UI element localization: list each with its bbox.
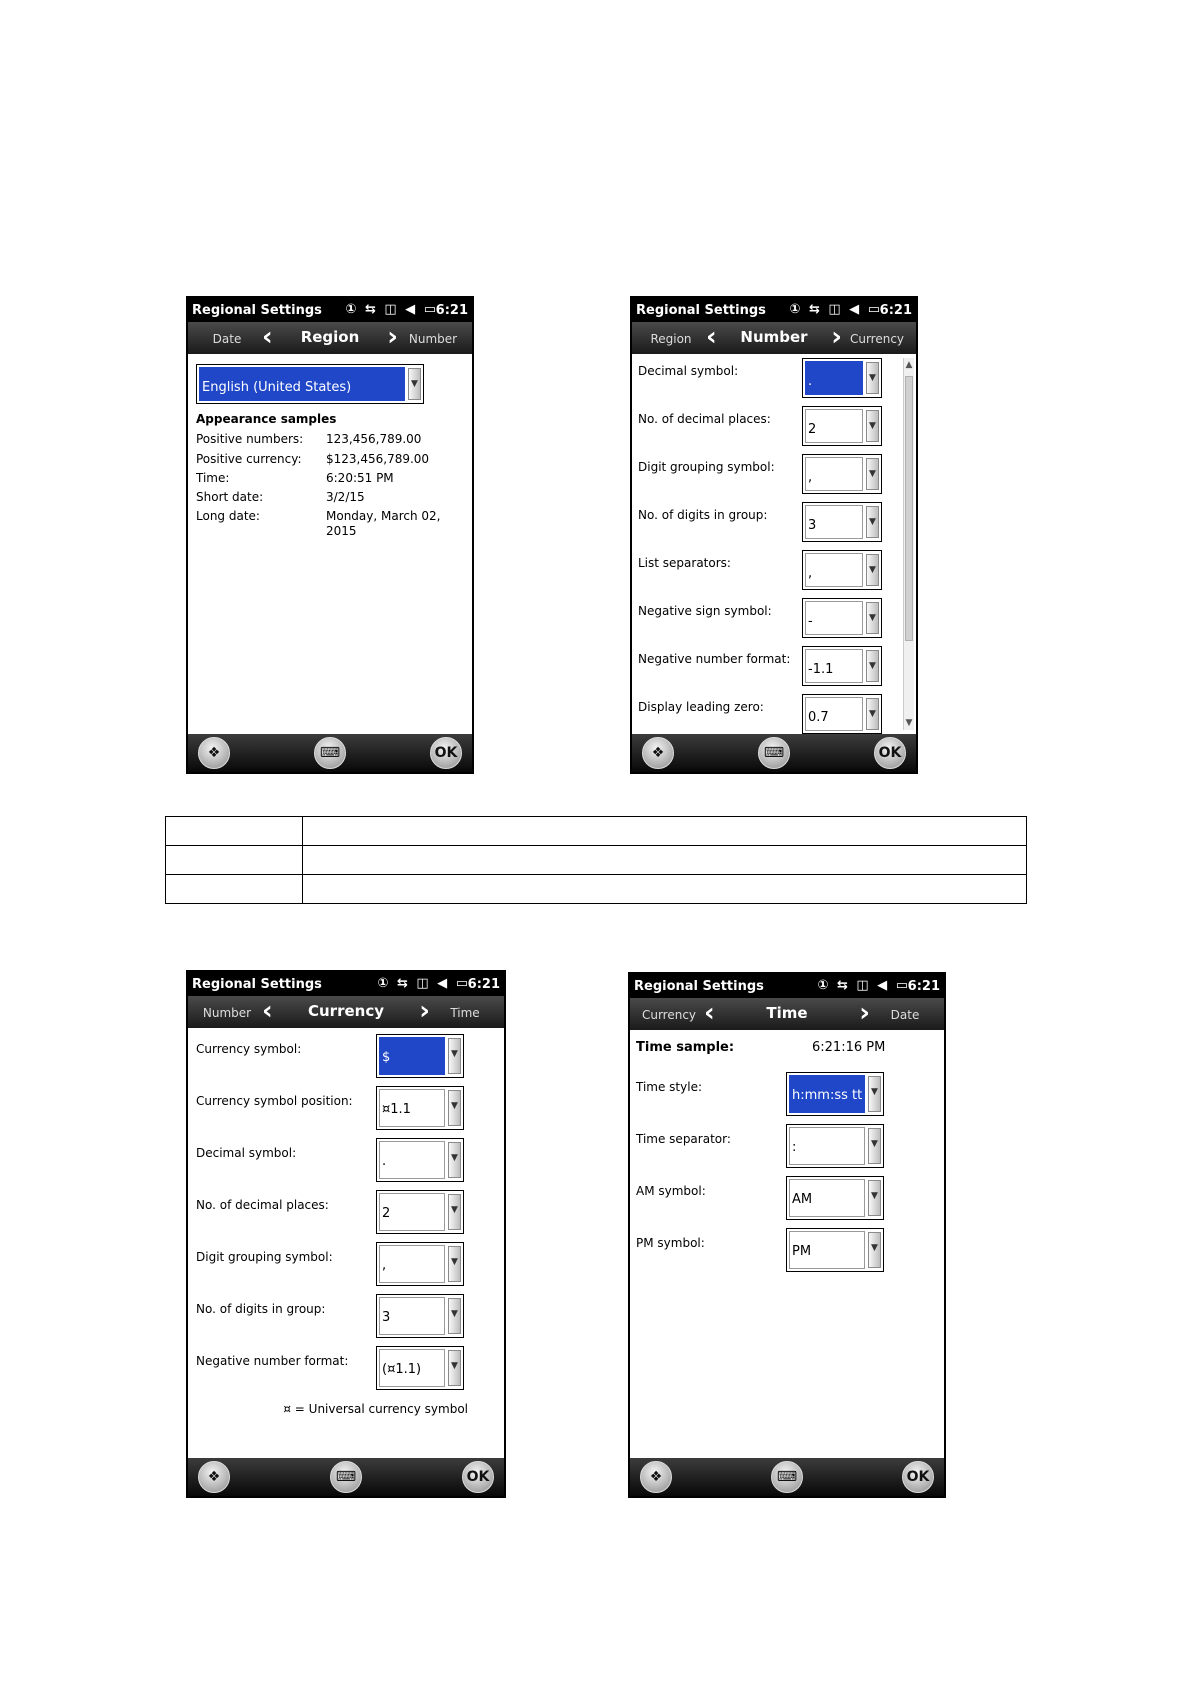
number-screen bbox=[630, 296, 918, 774]
ok-button[interactable]: OK bbox=[430, 737, 462, 769]
number-content bbox=[632, 354, 916, 734]
current-tab: Currency bbox=[307, 1002, 384, 1020]
field-dropdown[interactable] bbox=[786, 1124, 884, 1168]
field-value: 0.7 bbox=[805, 697, 863, 731]
time-sample-value: 6:21:16 PM bbox=[812, 1040, 886, 1055]
dropdown-arrow-icon: ▼ bbox=[866, 458, 879, 490]
start-icon[interactable]: ❖ bbox=[198, 1461, 230, 1493]
bottom-bar bbox=[188, 1458, 504, 1496]
window-title: Regional Settings bbox=[636, 303, 766, 318]
prev-tab[interactable]: Date bbox=[212, 332, 242, 346]
clock: 6:21 bbox=[907, 979, 940, 994]
field-dropdown[interactable] bbox=[786, 1176, 884, 1220]
chevron-left-icon[interactable]: ‹ bbox=[262, 996, 273, 1026]
current-tab: Number bbox=[740, 328, 808, 346]
field-value: 2 bbox=[805, 409, 863, 443]
current-tab: Region bbox=[300, 328, 360, 346]
field-dropdown[interactable] bbox=[802, 550, 882, 590]
chevron-right-icon[interactable]: › bbox=[419, 996, 430, 1026]
currency-screen bbox=[186, 970, 506, 1498]
ok-button[interactable]: OK bbox=[462, 1461, 494, 1493]
next-tab[interactable]: Time bbox=[450, 1006, 480, 1020]
table-cell bbox=[166, 817, 303, 846]
field-dropdown[interactable] bbox=[802, 598, 882, 638]
field-value: 3 bbox=[805, 505, 863, 539]
field-value: ¤1.1 bbox=[379, 1089, 445, 1127]
keyboard-icon[interactable]: ⌨ bbox=[771, 1461, 803, 1493]
field-value: $ bbox=[379, 1037, 445, 1075]
table-row bbox=[166, 817, 1027, 846]
time-content bbox=[630, 1030, 944, 1458]
title-bar bbox=[632, 298, 916, 322]
keyboard-icon[interactable]: ⌨ bbox=[758, 737, 790, 769]
field-label: Time separator: bbox=[636, 1132, 731, 1146]
dropdown-arrow-icon: ▼ bbox=[448, 1142, 461, 1178]
field-dropdown[interactable] bbox=[802, 406, 882, 446]
start-icon[interactable]: ❖ bbox=[642, 737, 674, 769]
field-label: No. of decimal places: bbox=[638, 412, 771, 426]
vertical-scrollbar[interactable] bbox=[903, 358, 914, 730]
prev-tab[interactable]: Number bbox=[202, 1006, 252, 1020]
field-label: Currency symbol: bbox=[196, 1042, 302, 1056]
status-icons: ① ⇆ ◫ ◀ ▭ bbox=[345, 302, 438, 317]
field-dropdown[interactable] bbox=[376, 1086, 464, 1130]
current-tab: Time bbox=[766, 1004, 808, 1022]
status-icons: ① ⇆ ◫ ◀ ▭ bbox=[817, 978, 910, 993]
bottom-bar bbox=[188, 734, 472, 772]
field-dropdown[interactable] bbox=[802, 694, 882, 734]
field-label: No. of digits in group: bbox=[196, 1302, 326, 1316]
dropdown-arrow-icon: ▼ bbox=[448, 1246, 461, 1282]
field-dropdown[interactable] bbox=[376, 1138, 464, 1182]
dropdown-arrow-icon: ▼ bbox=[866, 602, 879, 634]
title-bar bbox=[188, 972, 504, 996]
field-label: No. of digits in group: bbox=[638, 508, 768, 522]
dropdown-arrow-icon: ▼ bbox=[868, 1076, 881, 1112]
bottom-bar bbox=[630, 1458, 944, 1496]
sample-label: Time: bbox=[196, 471, 230, 485]
scroll-down-icon[interactable]: ▼ bbox=[905, 718, 913, 728]
field-label: Negative number format: bbox=[196, 1354, 349, 1368]
region-screen bbox=[186, 296, 474, 774]
field-value: , bbox=[805, 457, 863, 491]
sample-value-line2: 2015 bbox=[326, 524, 357, 538]
field-label: Display leading zero: bbox=[638, 700, 764, 714]
table-cell bbox=[303, 817, 1027, 846]
field-dropdown[interactable] bbox=[376, 1034, 464, 1078]
field-dropdown[interactable] bbox=[802, 646, 882, 686]
chevron-right-icon[interactable]: › bbox=[859, 998, 870, 1028]
dropdown-arrow-icon: ▼ bbox=[408, 368, 421, 400]
next-tab[interactable]: Date bbox=[890, 1008, 920, 1022]
chevron-left-icon[interactable]: ‹ bbox=[262, 322, 273, 352]
field-value: . bbox=[379, 1141, 445, 1179]
field-label: Digit grouping symbol: bbox=[638, 460, 775, 474]
sample-value: $123,456,789.00 bbox=[326, 452, 430, 466]
keyboard-icon[interactable]: ⌨ bbox=[330, 1461, 362, 1493]
title-bar bbox=[188, 298, 472, 322]
field-value: h:mm:ss tt bbox=[789, 1075, 865, 1113]
tab-nav bbox=[630, 998, 944, 1030]
table-cell bbox=[166, 875, 303, 904]
field-label: Negative sign symbol: bbox=[638, 604, 772, 618]
tab-nav bbox=[632, 322, 916, 354]
table-row bbox=[166, 846, 1027, 875]
keyboard-icon[interactable]: ⌨ bbox=[314, 737, 346, 769]
sample-label: Long date: bbox=[196, 509, 260, 523]
ok-button[interactable]: OK bbox=[902, 1461, 934, 1493]
dropdown-arrow-icon: ▼ bbox=[866, 554, 879, 586]
chevron-right-icon[interactable]: › bbox=[387, 322, 398, 352]
samples-title: Appearance samples bbox=[196, 412, 337, 426]
field-label: No. of decimal places: bbox=[196, 1198, 329, 1212]
field-dropdown[interactable] bbox=[376, 1242, 464, 1286]
status-icons: ① ⇆ ◫ ◀ ▭ bbox=[789, 302, 882, 317]
dropdown-arrow-icon: ▼ bbox=[866, 650, 879, 682]
start-icon[interactable]: ❖ bbox=[640, 1461, 672, 1493]
tab-nav bbox=[188, 996, 504, 1028]
field-value: -1.1 bbox=[805, 649, 863, 683]
currency-content bbox=[188, 1028, 504, 1458]
start-icon[interactable]: ❖ bbox=[198, 737, 230, 769]
time-screen bbox=[628, 972, 946, 1498]
dropdown-arrow-icon: ▼ bbox=[448, 1194, 461, 1230]
field-label: AM symbol: bbox=[636, 1184, 706, 1198]
empty-table bbox=[165, 816, 1027, 904]
field-dropdown[interactable] bbox=[786, 1228, 884, 1272]
dropdown-arrow-icon: ▼ bbox=[448, 1038, 461, 1074]
region-content bbox=[188, 354, 472, 734]
sample-value: 123,456,789.00 bbox=[326, 432, 422, 446]
clock: 6:21 bbox=[467, 977, 500, 992]
bottom-bar bbox=[632, 734, 916, 772]
field-label: Digit grouping symbol: bbox=[196, 1250, 333, 1264]
field-label: PM symbol: bbox=[636, 1236, 705, 1250]
dropdown-arrow-icon: ▼ bbox=[868, 1180, 881, 1216]
dropdown-arrow-icon: ▼ bbox=[866, 362, 879, 394]
sample-label: Positive currency: bbox=[196, 452, 302, 466]
field-dropdown[interactable] bbox=[802, 502, 882, 542]
sample-value: 3/2/15 bbox=[326, 490, 365, 504]
dropdown-arrow-icon: ▼ bbox=[866, 506, 879, 538]
dropdown-arrow-icon: ▼ bbox=[448, 1090, 461, 1126]
field-label: Decimal symbol: bbox=[196, 1146, 297, 1160]
title-bar bbox=[630, 974, 944, 998]
field-value: PM bbox=[789, 1231, 865, 1269]
window-title: Regional Settings bbox=[634, 979, 764, 994]
field-value: 2 bbox=[379, 1193, 445, 1231]
field-label: Decimal symbol: bbox=[638, 364, 739, 378]
field-dropdown[interactable] bbox=[786, 1072, 884, 1116]
field-label: List separators: bbox=[638, 556, 731, 570]
sample-label: Short date: bbox=[196, 490, 264, 504]
dropdown-arrow-icon: ▼ bbox=[448, 1298, 461, 1334]
table-cell bbox=[303, 846, 1027, 875]
clock: 6:21 bbox=[879, 303, 912, 318]
field-label: Time style: bbox=[636, 1080, 702, 1094]
prev-tab[interactable]: Region bbox=[650, 332, 692, 346]
field-label: Currency symbol position: bbox=[196, 1094, 353, 1108]
currency-footnote: ¤ = Universal currency symbol bbox=[283, 1402, 468, 1416]
field-value: - bbox=[805, 601, 863, 635]
status-icons: ① ⇆ ◫ ◀ ▭ bbox=[377, 976, 470, 991]
field-value: . bbox=[805, 361, 863, 395]
dropdown-arrow-icon: ▼ bbox=[866, 410, 879, 442]
clock: 6:21 bbox=[435, 303, 468, 318]
chevron-right-icon[interactable]: › bbox=[831, 322, 842, 352]
ok-button[interactable]: OK bbox=[874, 737, 906, 769]
next-tab[interactable]: Currency bbox=[849, 332, 905, 346]
field-dropdown[interactable] bbox=[802, 358, 882, 398]
sample-value: Monday, March 02, bbox=[326, 509, 441, 523]
time-sample-label: Time sample: bbox=[636, 1040, 735, 1055]
field-dropdown[interactable] bbox=[802, 454, 882, 494]
window-title: Regional Settings bbox=[192, 977, 322, 992]
table-cell bbox=[303, 875, 1027, 904]
field-value: 3 bbox=[379, 1297, 445, 1335]
field-value: : bbox=[789, 1127, 865, 1165]
scrollbar-thumb[interactable] bbox=[905, 376, 913, 641]
field-value: , bbox=[379, 1245, 445, 1283]
field-value: (¤1.1) bbox=[379, 1349, 445, 1387]
dropdown-arrow-icon: ▼ bbox=[866, 698, 879, 730]
table-row bbox=[166, 875, 1027, 904]
field-dropdown[interactable] bbox=[376, 1346, 464, 1390]
region-dropdown-value: English (United States) bbox=[199, 367, 405, 401]
field-dropdown[interactable] bbox=[376, 1190, 464, 1234]
scroll-up-icon[interactable]: ▲ bbox=[905, 360, 913, 370]
next-tab[interactable]: Number bbox=[408, 332, 458, 346]
field-value: AM bbox=[789, 1179, 865, 1217]
window-title: Regional Settings bbox=[192, 303, 322, 318]
chevron-left-icon[interactable]: ‹ bbox=[706, 322, 717, 352]
region-dropdown[interactable] bbox=[196, 364, 424, 404]
field-value: , bbox=[805, 553, 863, 587]
table-cell bbox=[166, 846, 303, 875]
tab-nav bbox=[188, 322, 472, 354]
field-dropdown[interactable] bbox=[376, 1294, 464, 1338]
dropdown-arrow-icon: ▼ bbox=[868, 1128, 881, 1164]
sample-label: Positive numbers: bbox=[196, 432, 304, 446]
prev-tab[interactable]: Currency bbox=[641, 1008, 697, 1022]
field-label: Negative number format: bbox=[638, 652, 791, 666]
dropdown-arrow-icon: ▼ bbox=[868, 1232, 881, 1268]
dropdown-arrow-icon: ▼ bbox=[448, 1350, 461, 1386]
chevron-left-icon[interactable]: ‹ bbox=[704, 998, 715, 1028]
sample-value: 6:20:51 PM bbox=[326, 471, 394, 485]
